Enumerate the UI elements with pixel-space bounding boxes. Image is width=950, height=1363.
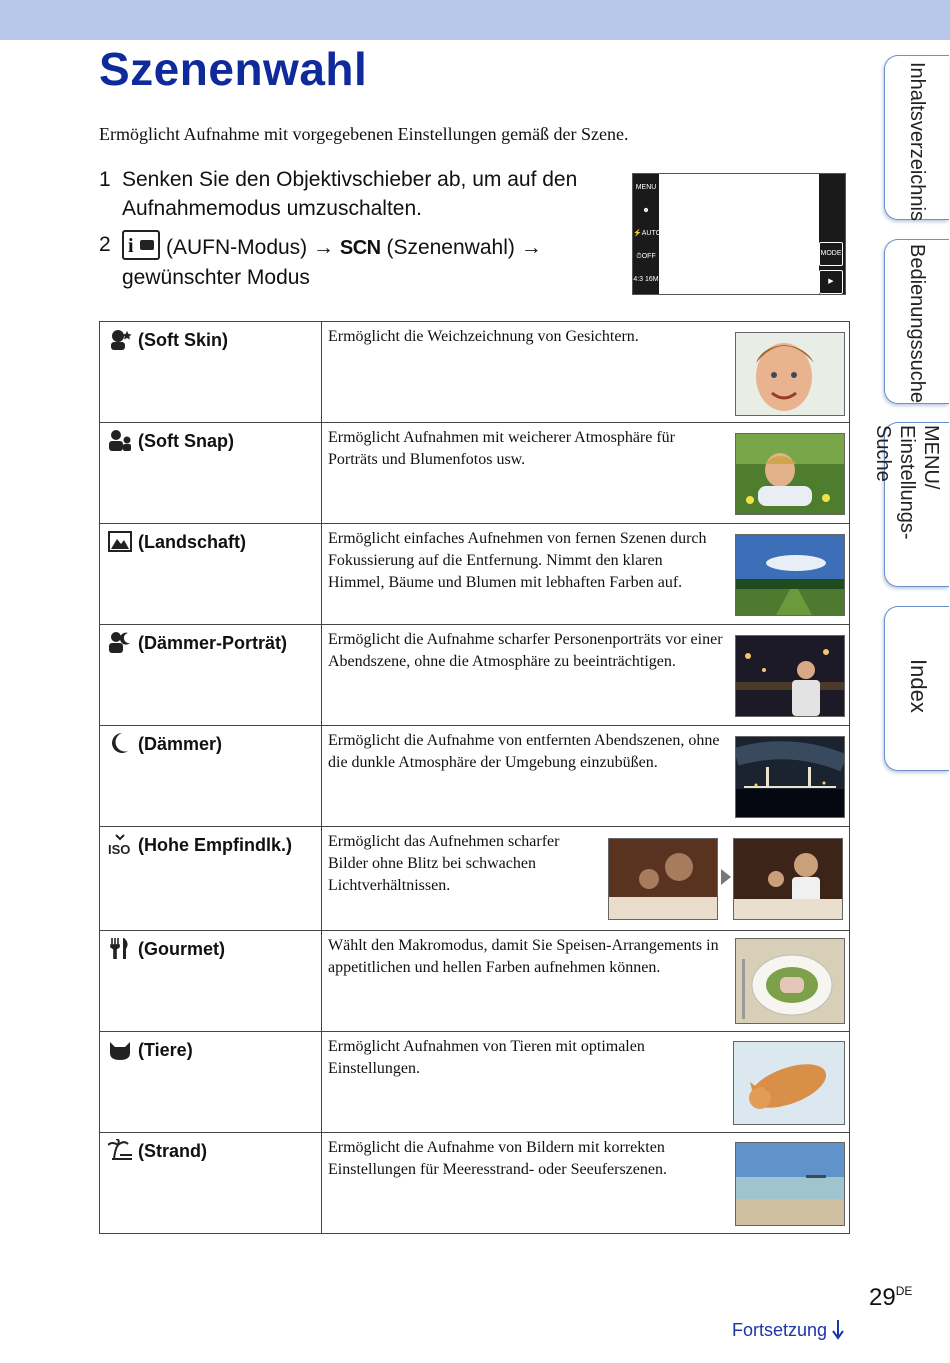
continuation-label: Fortsetzung (732, 1320, 828, 1340)
scene-desc-cell (322, 1133, 850, 1234)
twilight-portrait-icon (108, 631, 132, 653)
scene-name: (Strand) (138, 1141, 207, 1161)
gourmet-icon (108, 937, 132, 959)
table-row (100, 423, 850, 524)
soft-skin-icon (108, 328, 132, 350)
scene-selection-label: (Szenenwahl) (386, 236, 515, 259)
page-number: 29DE (869, 1284, 913, 1311)
scene-desc-cell (322, 625, 850, 726)
tab-operation-search[interactable] (884, 239, 949, 404)
face-icon: ☻ (642, 207, 650, 214)
mode-button-icon: MODE (819, 242, 843, 266)
table-row (100, 1133, 850, 1234)
beach-photo (735, 1142, 845, 1226)
step-2 (99, 230, 619, 290)
desired-mode-label: gewünschter Modus (122, 266, 310, 289)
soft-skin-photo (735, 332, 845, 416)
step-1 (99, 165, 619, 225)
scene-name-cell (100, 524, 322, 625)
camera-left-panel (633, 174, 662, 294)
scene-name-cell (100, 1133, 322, 1234)
camera-right-panel (819, 174, 845, 294)
intro-text: Ermöglicht Aufnahme mit vorgegebenen Einstellungen gemäß der Szene. (99, 124, 629, 144)
table-row (100, 625, 850, 726)
playback-icon: ▶ (819, 270, 843, 294)
landscape-icon (108, 530, 132, 552)
scene-desc-cell (322, 322, 850, 423)
high-sensitivity-before-photo (608, 838, 718, 920)
tab-menu-settings-search[interactable] (872, 422, 949, 587)
table-row (100, 524, 850, 625)
tab-index[interactable] (884, 606, 949, 771)
flash-auto-icon: ⚡AUTO (633, 230, 662, 237)
scene-name-cell (100, 625, 322, 726)
scene-name: (Hohe Empfindlk.) (138, 835, 292, 855)
camera-screen-illustration (632, 173, 846, 295)
scene-desc-cell (322, 827, 850, 931)
pet-photo (733, 1041, 845, 1125)
scene-description: Ermöglicht die Aufnahme scharfer Personenporträts vor einer Abendszene, ohne die Atmosphäre zu beeinträchtigen. (328, 631, 723, 670)
tab-table-of-contents[interactable] (884, 55, 949, 220)
beach-icon (108, 1139, 132, 1161)
scene-name-cell (100, 931, 322, 1032)
scene-name: (Dämmer-Porträt) (138, 633, 288, 653)
scene-description: Ermöglicht einfaches Aufnehmen von fernen Szenen durch Fokussierung auf die Entfernung. Nimmt den klaren Himmel, Bäume und Blumen mit lebhaften Farben auf. (328, 530, 707, 591)
top-banner (0, 0, 950, 40)
step-text (122, 230, 622, 292)
arrow-icon (719, 867, 733, 887)
scene-name: (Soft Skin) (138, 330, 228, 350)
high-sensitivity-icon (108, 833, 132, 855)
scene-name: (Dämmer) (138, 734, 223, 754)
table-row (100, 1032, 850, 1133)
scene-name: (Landschaft) (138, 532, 246, 552)
scene-description: Ermöglicht das Aufnehmen scharfer Bilder ohne Blitz bei schwachen Lichtverhältnissen. (328, 833, 560, 894)
scene-description: Ermöglicht Aufnahmen von Tieren mit optimalen Einstellungen. (328, 1038, 645, 1077)
scene-name: (Gourmet) (138, 939, 225, 959)
table-row (100, 726, 850, 827)
scene-description: Wählt den Makromodus, damit Sie Speisen-Arrangements in appetitlichen und hellen Farben aufnehmen können. (328, 937, 719, 976)
tab-label: Bedienungssuche (906, 244, 928, 404)
scene-desc-cell (322, 423, 850, 524)
step-text: Senken Sie den Objektivschieber ab, um auf den Aufnahmemodus umzuschalten. (122, 168, 578, 220)
scene-desc-cell (322, 931, 850, 1032)
scn-icon: SCN (339, 237, 381, 259)
self-timer-icon: ⏱OFF (636, 253, 656, 260)
gourmet-photo (735, 938, 845, 1024)
scene-description: Ermöglicht die Aufnahme von Bildern mit korrekten Einstellungen für Meeresstrand- oder Seeuferszenen. (328, 1139, 667, 1178)
scene-name-cell (100, 322, 322, 423)
menu-icon: MENU (635, 184, 657, 191)
scene-description: Ermöglicht die Aufnahme von entfernten Abendszenen, ohne die dunkle Atmosphäre der Umgebung einzubüßen. (328, 732, 720, 771)
scene-name-cell (100, 423, 322, 524)
table-row (100, 931, 850, 1032)
high-sensitivity-after-photo (733, 838, 843, 920)
scene-table (99, 321, 850, 1234)
step-number: 2 (99, 233, 111, 256)
continuation-link[interactable] (732, 1320, 844, 1341)
tab-label: Inhaltsverzeichnis (906, 62, 928, 221)
scene-name: (Soft Snap) (138, 431, 234, 451)
scene-name-cell (100, 1032, 322, 1133)
scene-name-cell (100, 827, 322, 931)
scene-description: Ermöglicht Aufnahmen mit weicherer Atmosphäre für Porträts und Blumenfotos usw. (328, 429, 676, 468)
twilight-portrait-photo (735, 635, 845, 717)
scene-name: (Tiere) (138, 1040, 193, 1060)
arrow-icon: → (313, 236, 335, 259)
landscape-photo (735, 534, 845, 616)
table-row (100, 322, 850, 423)
scene-name-cell (100, 726, 322, 827)
arrow-down-icon (832, 1320, 844, 1340)
soft-snap-icon (108, 429, 132, 451)
twilight-photo (735, 736, 845, 818)
tab-label: MENU/ Einstellungs-Suche (872, 425, 942, 540)
rec-mode-label: (AUFN-Modus) (166, 236, 308, 259)
table-row (100, 827, 850, 931)
page-title: Szenenwahl (99, 43, 368, 95)
scene-desc-cell (322, 1032, 850, 1133)
tab-label: Index (906, 659, 931, 713)
arrow-icon: → (520, 236, 542, 259)
step-number: 1 (99, 168, 111, 191)
scene-description: Ermöglicht die Weichzeichnung von Gesichtern. (328, 328, 639, 345)
image-size-icon: 4:3 16M (633, 276, 659, 283)
pet-icon (108, 1038, 132, 1060)
twilight-moon-icon (108, 732, 132, 754)
scene-desc-cell (322, 524, 850, 625)
svg-text:ISO: ISO (108, 842, 131, 855)
soft-snap-photo (735, 433, 845, 515)
scene-desc-cell (322, 726, 850, 827)
rec-mode-icon: i (122, 230, 160, 260)
